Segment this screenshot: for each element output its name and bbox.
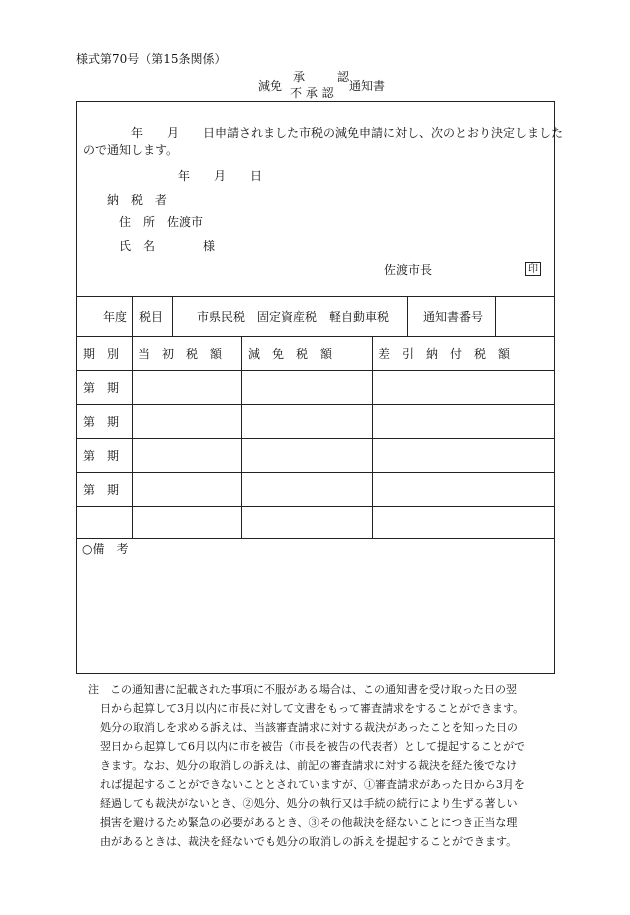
title-option-disapprove: 不 承 認 <box>290 86 334 100</box>
title-prefix: 減免 <box>258 79 283 93</box>
tax-item-label: 税目 <box>139 310 164 324</box>
table-row-period: 第 期 <box>83 415 120 429</box>
notice-form-frame <box>76 101 564 674</box>
footnote-line: 処分の取消しを求める訴えは、当該審査請求に対する裁決があったことを知った日の <box>100 721 518 734</box>
divider <box>132 336 133 538</box>
footnote-line: きます。なお、処分の取消しの訴えは、前記の審査請求に対する裁決を経た後でなけ <box>100 759 518 772</box>
form-number: 様式第70号（第15条関係） <box>76 52 227 66</box>
footnote-line: 経過しても裁決がないとき、②処分、処分の執行又は手続の続行により生ずる著しい <box>100 797 518 810</box>
intro-line-1: 年 月 日申請されました市税の減免申請に対し、次のとおり決定しました <box>131 126 564 140</box>
divider <box>132 296 133 336</box>
notice-number-label: 通知書番号 <box>423 310 484 324</box>
divider <box>77 404 554 405</box>
divider <box>241 336 242 538</box>
footnote-line: 日から起算して3月以内に市長に対して文書をもって審査請求をすることができます。 <box>100 702 525 715</box>
footnote-line: れば提起することができないこととされていますが、①審査請求があった日から3月を <box>100 778 525 791</box>
divider <box>77 438 554 439</box>
taxpayer-label: 納 税 者 <box>107 193 168 207</box>
header-period: 期 別 <box>83 347 120 361</box>
divider <box>77 472 554 473</box>
divider <box>495 296 496 336</box>
footnote-line: 由があるときは、裁決を経ないでも処分の取消しの訴えを提起することができます。 <box>100 835 518 848</box>
footnote-line: 損害を避けるため緊急の必要があるとき、③その他裁決を経ないことにつき正当な理 <box>100 816 518 829</box>
divider <box>372 336 373 538</box>
divider <box>77 538 554 539</box>
table-row-period: 第 期 <box>83 483 120 497</box>
footnote-line: 注 この通知書に記載された事項に不服がある場合は、この通知書を受け取った日の翌 <box>88 683 517 696</box>
remarks-label: ○備 考 <box>82 542 129 556</box>
name-label: 氏 名 様 <box>119 239 216 253</box>
title-option-approve: 承 認 <box>293 70 360 84</box>
divider <box>407 296 408 336</box>
tax-types: 市県民税 固定資産税 軽自動車税 <box>197 310 390 324</box>
mayor-label: 佐渡市長 <box>384 263 433 277</box>
header-exemption-tax: 減 免 税 額 <box>248 347 333 361</box>
footnote-line: 翌日から起算して6月以内に市を被告（市長を被告の代表者）として提起することがで <box>100 740 525 753</box>
title-suffix: 通知書 <box>349 79 386 93</box>
divider <box>77 336 554 337</box>
divider <box>172 296 173 336</box>
header-net-payment-tax: 差 引 納 付 税 額 <box>378 347 511 361</box>
table-row-period: 第 期 <box>83 381 120 395</box>
table-row-period: 第 期 <box>83 449 120 463</box>
address-label: 住 所 佐渡市 <box>119 215 204 229</box>
divider <box>77 370 554 371</box>
header-initial-tax: 当 初 税 額 <box>138 347 223 361</box>
notice-date: 年 月 日 <box>178 169 263 183</box>
fiscal-year-label: 年度 <box>103 310 128 324</box>
seal-mark: 印 <box>525 262 541 276</box>
divider <box>77 506 554 507</box>
intro-line-2: ので通知します。 <box>83 143 179 157</box>
divider <box>77 296 554 297</box>
